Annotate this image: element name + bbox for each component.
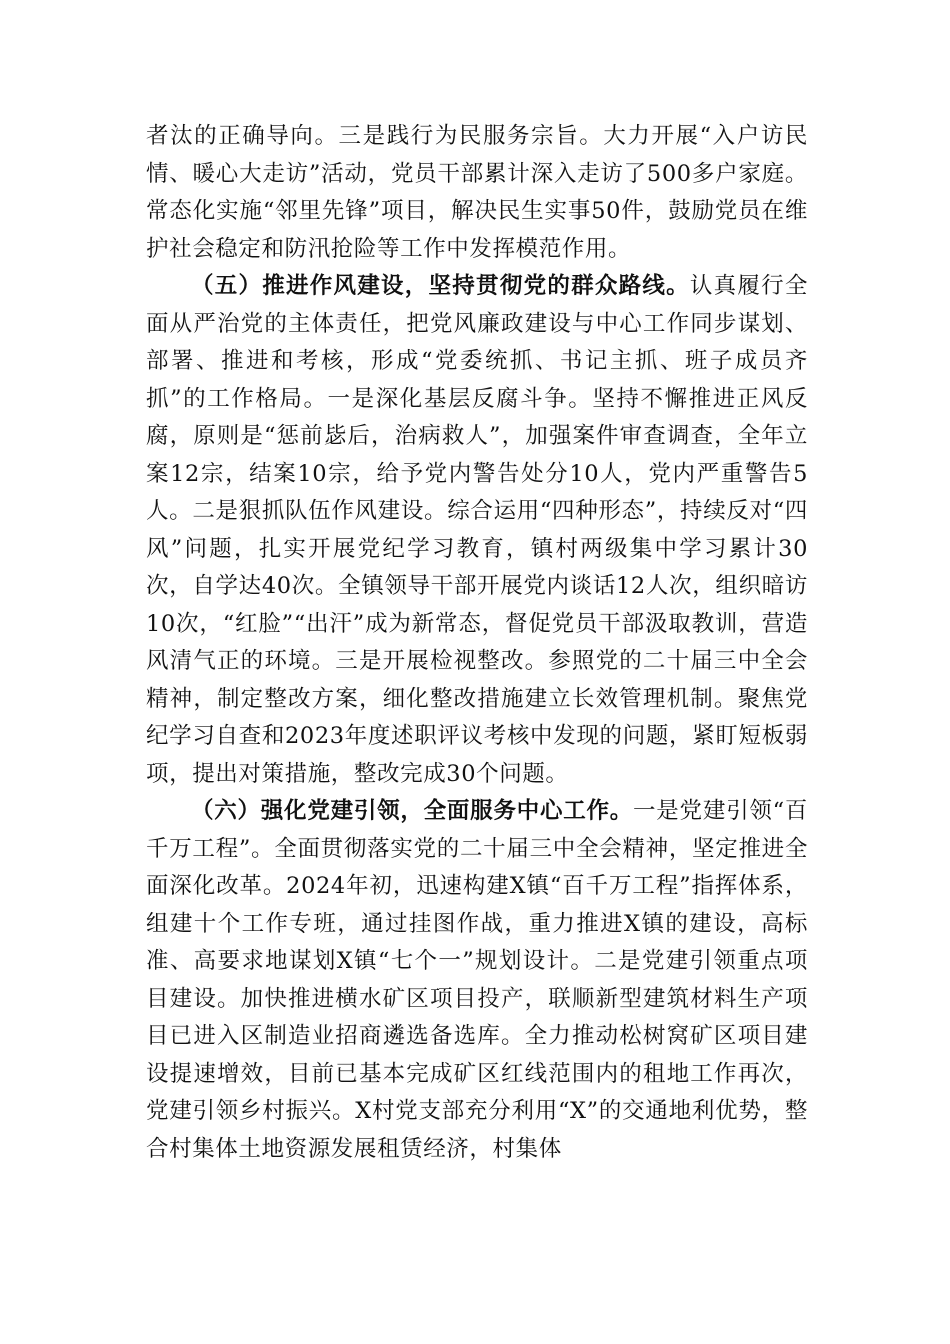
paragraph-section-6 [146,793,808,1168]
paragraph-text: 一是党建引领“百千万工程”。全面贯彻落实党的二十届三中全会精神，坚定推进全面深化改革。2024年初，迅速构建X镇“百千万工程”指挥体系，组建十个工作专班，通过挂图作战，重力推进X镇的建设，高标准、高要求地谋划X镇“七个一”规划设计。二是党建引领重点项目建设。加快推进横水矿区项目投产，联顺新型建筑材料生产项目已进入区制造业招商遴选备选库。全力推动松树窝矿区项目建设提速增效，目前已基本完成矿区红线范围内的租地工作再次，党建引领乡村振兴。X村党支部充分利用“X”的交通地利优势，整合村集体土地资源发展租赁经济，村集体 [146,798,808,1162]
paragraph-text: 认真履行全面从严治党的主体责任，把党风廉政建设与中心工作同步谋划、部署、推进和考核，形成“党委统抓、书记主抓、班子成员齐抓”的工作格局。一是深化基层反腐斗争。坚持不懈推进正风反腐，原则是“惩前毖后，治病救人”，加强案件审查调查，全年立案12宗，结案10宗，给予党内警告处分10人，党内严重警告5人。二是狠抓队伍作风建设。综合运用“四种形态”，持续反对“四风”问题，扎实开展党纪学习教育，镇村两级集中学习累计30次，自学达40次。全镇领导干部开展党内谈话12人次，组织暗访10次，“红脸”“出汗”成为新常态，督促党员干部汲取教训，营造风清气正的环境。三是开展检视整改。参照党的二十届三中全会精神，制定整改方案，细化整改措施建立长效管理机制。聚焦党纪学习自查和2023年度述职评议考核中发现的问题，紧盯短板弱项，提出对策措施，整改完成30个问题。 [146,273,808,787]
paragraph-text: 者汰的正确导向。三是践行为民服务宗旨。大力开展“入户访民情、暖心大走访”活动，党员干部累计深入走访了500多户家庭。常态化实施“邻里先锋”项目，解决民生实事50件，鼓励党员在维护社会稳定和防汛抢险等工作中发挥模范作用。 [146,123,808,262]
paragraph-continuation [146,118,808,268]
section-heading: （五）推进作风建设，坚持贯彻党的群众路线。 [191,273,690,299]
document-body [146,118,808,1168]
paragraph-section-5 [146,268,808,793]
section-heading: （六）强化党建引领，全面服务中心工作。 [191,798,634,824]
